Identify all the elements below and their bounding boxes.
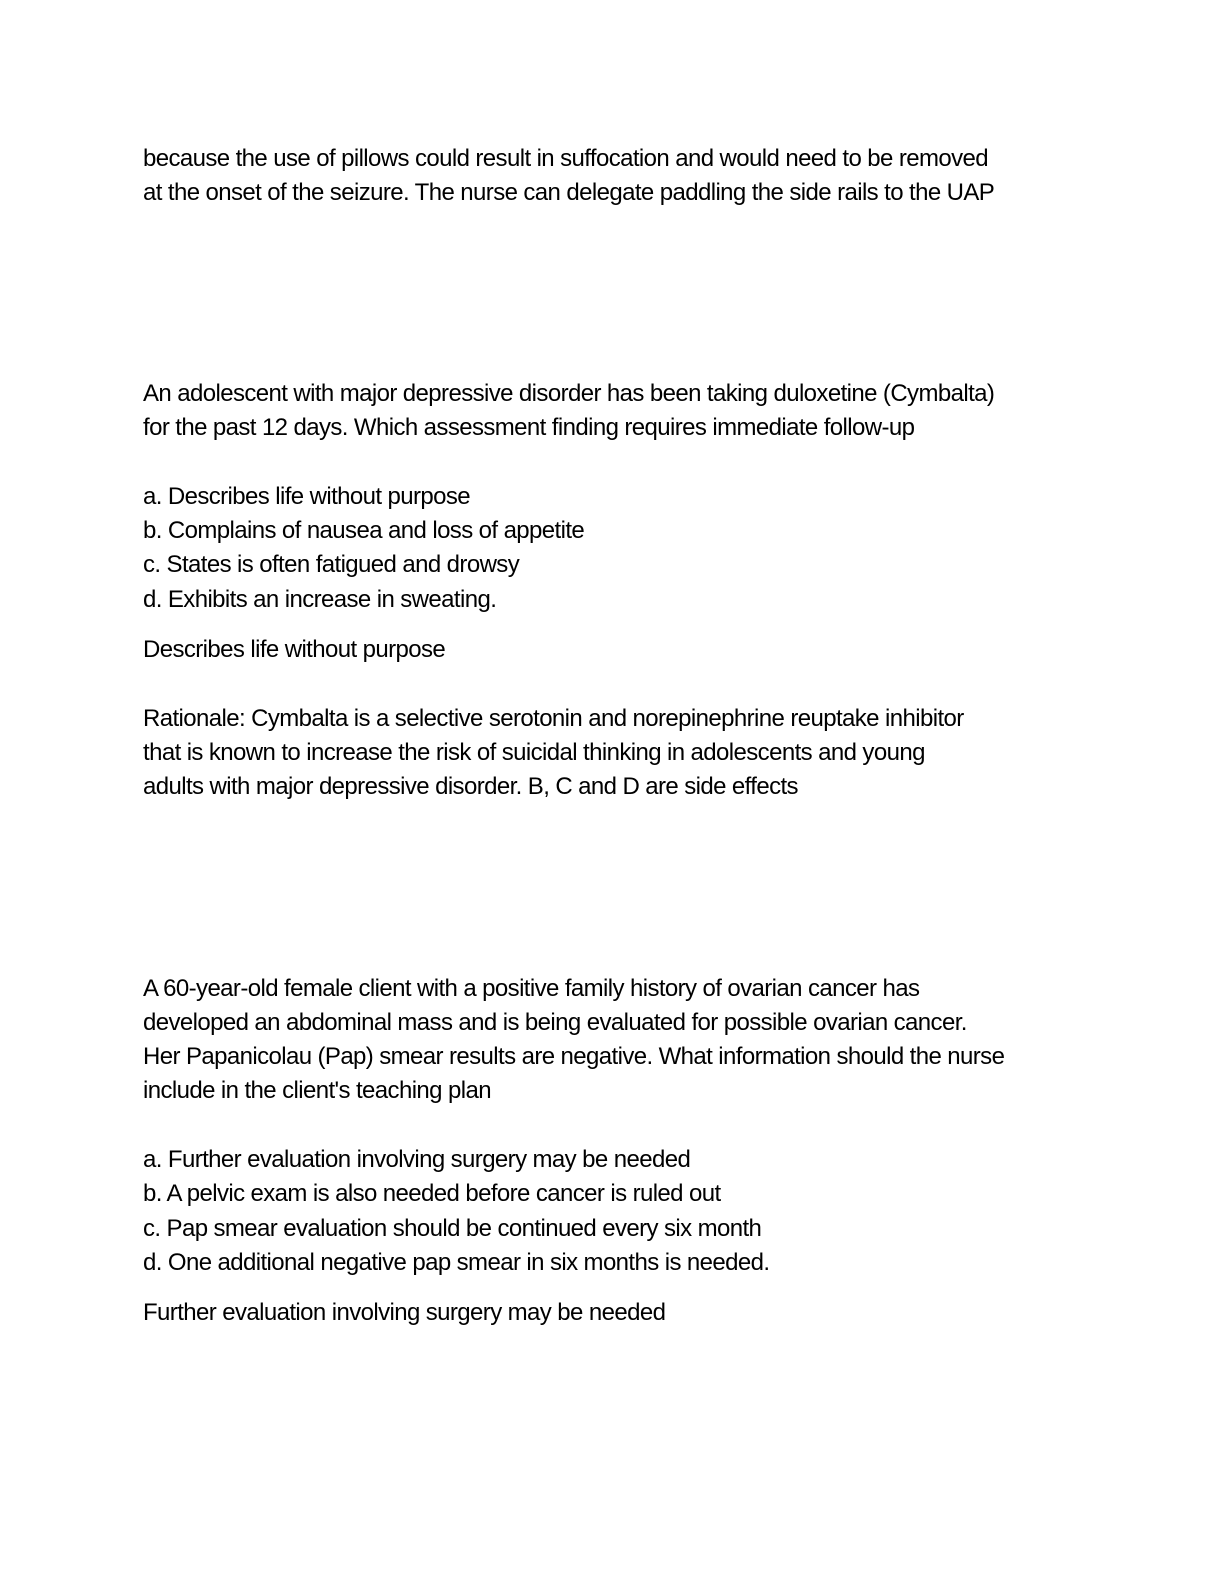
question2-option-c: c. Pap smear evaluation should be continued every six month [143,1215,762,1242]
question1-option-c: c. States is often fatigued and drowsy [143,551,520,578]
continuation-line-2: at the onset of the seizure. The nurse can delegate paddling the side rails to the UAP [143,179,995,206]
continuation-line-1: because the use of pillows could result in suffocation and would need to be removed [143,145,988,172]
question1-option-d: d. Exhibits an increase in sweating. [143,586,497,613]
question2-option-b: b. A pelvic exam is also needed before cancer is ruled out [143,1180,721,1207]
question1-option-b: b. Complains of nausea and loss of appetite [143,517,585,544]
question2-option-a: a. Further evaluation involving surgery may be needed [143,1146,691,1173]
question2-stem-line-3: Her Papanicolau (Pap) smear results are negative. What information should the nurse [143,1043,1005,1070]
question2-option-d: d. One additional negative pap smear in six months is needed. [143,1249,770,1276]
question1-rationale-line-1: Rationale: Cymbalta is a selective serotonin and norepinephrine reuptake inhibitor [143,705,964,732]
question2-stem-line-2: developed an abdominal mass and is being evaluated for possible ovarian cancer. [143,1009,967,1036]
question2-stem-line-1: A 60-year-old female client with a positive family history of ovarian cancer has [143,975,920,1002]
question2-answer: Further evaluation involving surgery may be needed [143,1299,666,1326]
question1-rationale-line-3: adults with major depressive disorder. B, C and D are side effects [143,773,798,800]
question1-stem-line-2: for the past 12 days. Which assessment finding requires immediate follow-up [143,414,915,441]
question1-answer: Describes life without purpose [143,636,446,663]
question2-stem-line-4: include in the client's teaching plan [143,1077,491,1104]
question1-rationale-line-2: that is known to increase the risk of suicidal thinking in adolescents and young [143,739,925,766]
question1-stem-line-1: An adolescent with major depressive disorder has been taking duloxetine (Cymbalta) [143,380,995,407]
question1-option-a: a. Describes life without purpose [143,483,471,510]
